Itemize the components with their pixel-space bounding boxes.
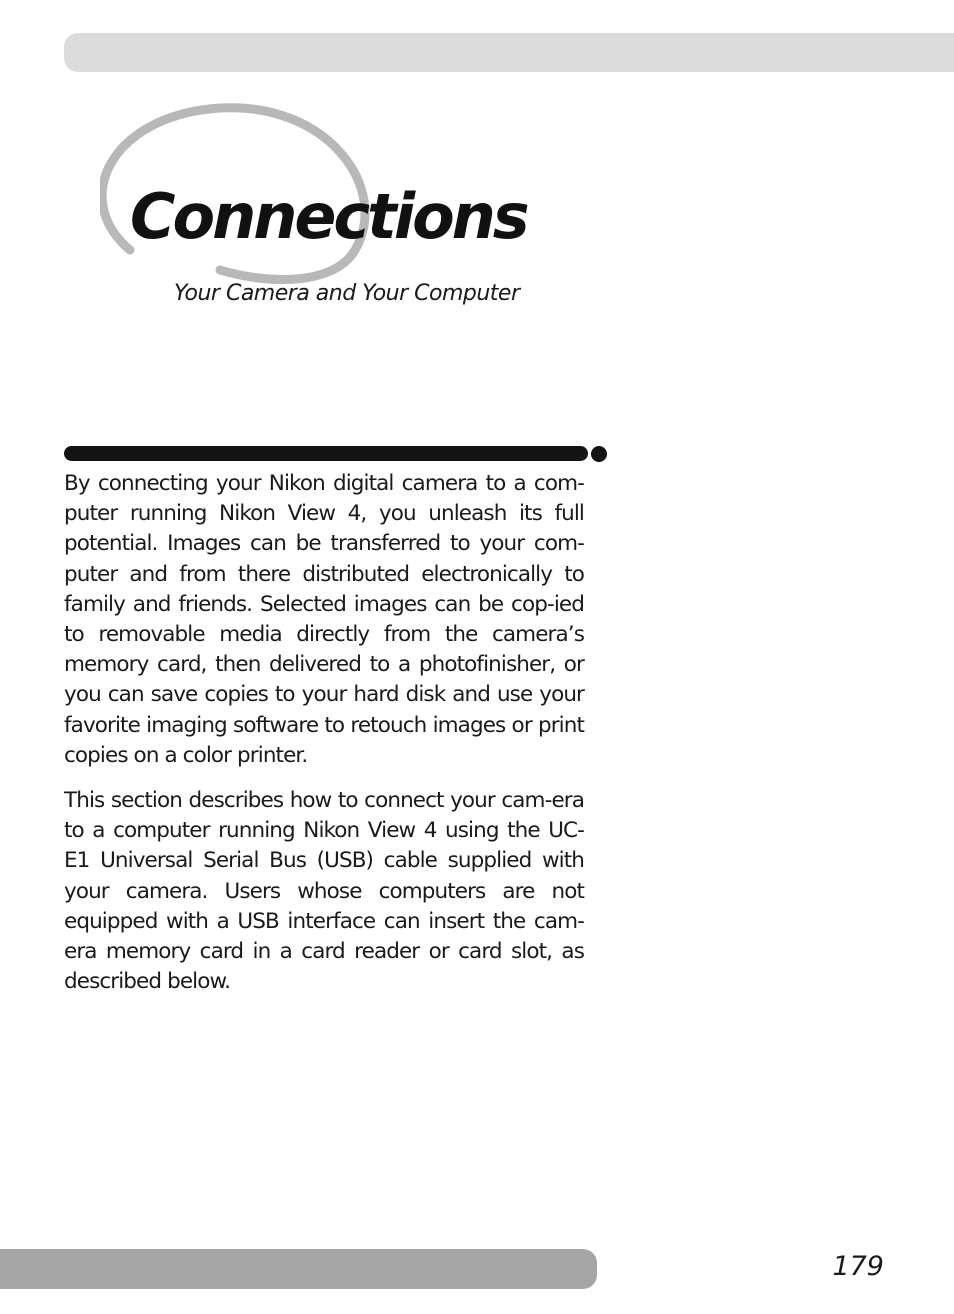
- header-band: [64, 33, 954, 72]
- section-description-paragraph: This section describes how to connect your cam-era to a computer running Nikon View 4 using the UC-E1 Universal Serial Bus (USB) cable supplied with your camera. Users whose computers are not equipped with a USB interface can insert the cam-era memory card in a card reader or card slot, as described below.: [64, 788, 584, 995]
- section-divider-dot: [591, 446, 607, 462]
- chapter-title: Connections: [130, 180, 527, 253]
- body-text: [64, 469, 584, 1012]
- page-number: 179: [832, 1251, 884, 1282]
- chapter-subtitle: Your Camera and Your Computer: [174, 281, 520, 306]
- section-divider-bar: [64, 446, 588, 461]
- footer-band: [0, 1249, 597, 1289]
- intro-paragraph: By connecting your Nikon digital camera to a com-puter running Nikon View 4, you unleash its full potential. Images can be transferred to your com-puter and from there distributed electronically to family and friends. Selected images can be cop-ied to removable media directly from the camera’s memory card, then delivered to a photofinisher, or you can save copies to your hard disk and use your favorite imaging software to retouch images or print copies on a color printer.: [64, 471, 584, 768]
